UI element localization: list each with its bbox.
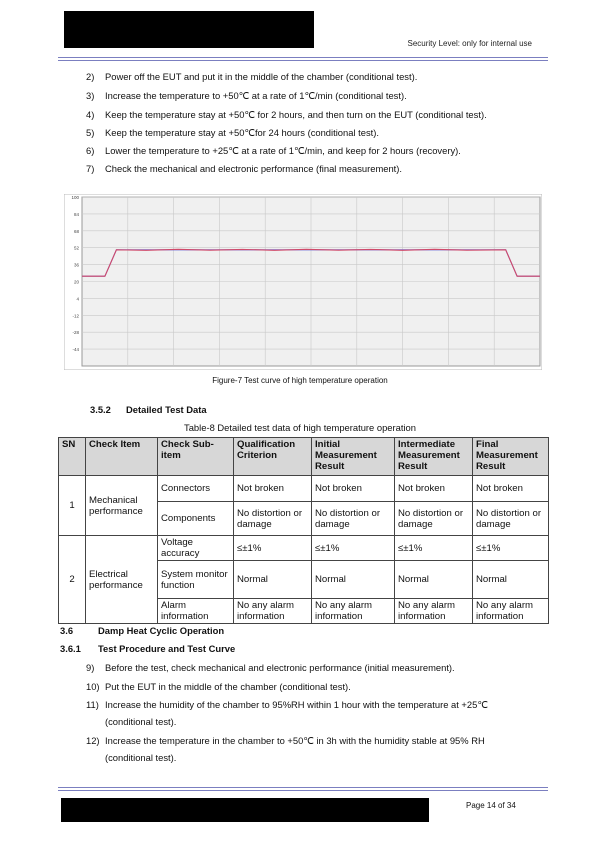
col-header-qualification: Qualification Criterion (234, 438, 312, 476)
section-heading-3-6-1: 3.6.1 Test Procedure and Test Curve (60, 643, 236, 654)
cell: Alarm information (158, 599, 234, 624)
security-level-label: Security Level: only for internal use (407, 39, 532, 48)
y-tick-label: 4 (76, 296, 79, 302)
cell: Voltage accuracy (158, 536, 234, 561)
step-item: 12) Increase the temperature in the chamber to +50℃ in 3h with the humidity stable at 95% RH (86, 735, 485, 746)
cell: No any alarm information (395, 599, 473, 624)
step-item: 6) Lower the temperature to +25℃ at a rate of 1℃/min, and keep for 2 hours (recovery). (86, 145, 461, 156)
page-number: Page 14 of 34 (466, 801, 516, 810)
section-heading-3-5-2: 3.5.2 Detailed Test Data (90, 404, 207, 415)
cell: No distortion or damage (234, 502, 312, 536)
col-header-sn: SN (59, 438, 86, 476)
col-header-final: Final Measurement Result (473, 438, 549, 476)
step-item: 5) Keep the temperature stay at +50℃for 24 hours (conditional test). (86, 127, 379, 138)
cell: ≤±1% (234, 536, 312, 561)
table-row (59, 536, 549, 561)
col-header-check-item: Check Item (86, 438, 158, 476)
step-item: 9) Before the test, check mechanical and electronic performance (initial measurement). (86, 662, 455, 673)
cell: No any alarm information (312, 599, 395, 624)
cell-sn: 2 (59, 536, 86, 624)
cell-sn: 1 (59, 476, 86, 536)
step-item: 11) Increase the humidity of the chamber to 95%RH within 1 hour with the temperature at +25℃ (86, 699, 488, 710)
cell: System monitor function (158, 561, 234, 599)
y-tick-label: -28 (72, 330, 79, 336)
y-tick-label: 20 (73, 279, 79, 285)
y-tick-label: 100 (71, 195, 79, 200)
step-item-continuation: (conditional test). (105, 716, 177, 727)
cell: Components (158, 502, 234, 536)
step-item: 3) Increase the temperature to +50℃ at a rate of 1℃/min (conditional test). (86, 90, 407, 101)
section-heading-3-6: 3.6 Damp Heat Cyclic Operation (60, 625, 225, 636)
footer-rule (58, 787, 548, 788)
step-item: 2) Power off the EUT and put it in the middle of the chamber (conditional test). (86, 71, 418, 82)
table-header-row (59, 438, 549, 476)
temperature-test-curve-chart (64, 194, 542, 370)
cell: ≤±1% (312, 536, 395, 561)
cell: No any alarm information (473, 599, 549, 624)
step-item: 7) Check the mechanical and electronic performance (final measurement). (86, 163, 403, 174)
cell: No distortion or damage (395, 502, 473, 536)
footer-rule-2 (58, 790, 548, 791)
cell: No distortion or damage (473, 502, 549, 536)
step-item: 4) Keep the temperature stay at +50℃ for 2 hours, and then turn on the EUT (conditional test). (86, 109, 487, 120)
col-header-intermediate: Intermediate Measurement Result (395, 438, 473, 476)
step-item: 10) Put the EUT in the middle of the chamber (conditional test). (86, 681, 351, 692)
cell-check-item: Electrical performance (86, 536, 158, 624)
y-tick-label: 52 (73, 245, 79, 251)
cell: ≤±1% (395, 536, 473, 561)
cell: Normal (395, 561, 473, 599)
header-rule (58, 57, 548, 58)
redacted-logo-block (64, 11, 314, 48)
col-header-initial: Initial Measurement Result (312, 438, 395, 476)
cell: Not broken (312, 476, 395, 502)
cell: Normal (473, 561, 549, 599)
step-item-continuation: (conditional test). (105, 752, 177, 763)
y-tick-label: 84 (73, 211, 79, 217)
header-rule-2 (58, 60, 548, 61)
y-tick-label: -44 (72, 347, 79, 353)
y-tick-label: 36 (73, 262, 79, 268)
cell: Connectors (158, 476, 234, 502)
cell: ≤±1% (473, 536, 549, 561)
cell: Normal (312, 561, 395, 599)
cell: No distortion or damage (312, 502, 395, 536)
table-caption: Table-8 Detailed test data of high temperature operation (184, 422, 416, 433)
cell: Normal (234, 561, 312, 599)
cell: Not broken (234, 476, 312, 502)
cell: Not broken (473, 476, 549, 502)
cell: Not broken (395, 476, 473, 502)
y-tick-label: 68 (73, 228, 79, 234)
table-row (59, 476, 549, 502)
figure-caption: Figure-7 Test curve of high temperature operation (212, 376, 388, 385)
col-header-check-sub-item: Check Sub-item (158, 438, 234, 476)
cell-check-item: Mechanical performance (86, 476, 158, 536)
cell: No any alarm information (234, 599, 312, 624)
y-tick-label: -12 (72, 313, 79, 319)
test-data-table (58, 437, 549, 624)
redacted-footer-block (61, 798, 429, 822)
